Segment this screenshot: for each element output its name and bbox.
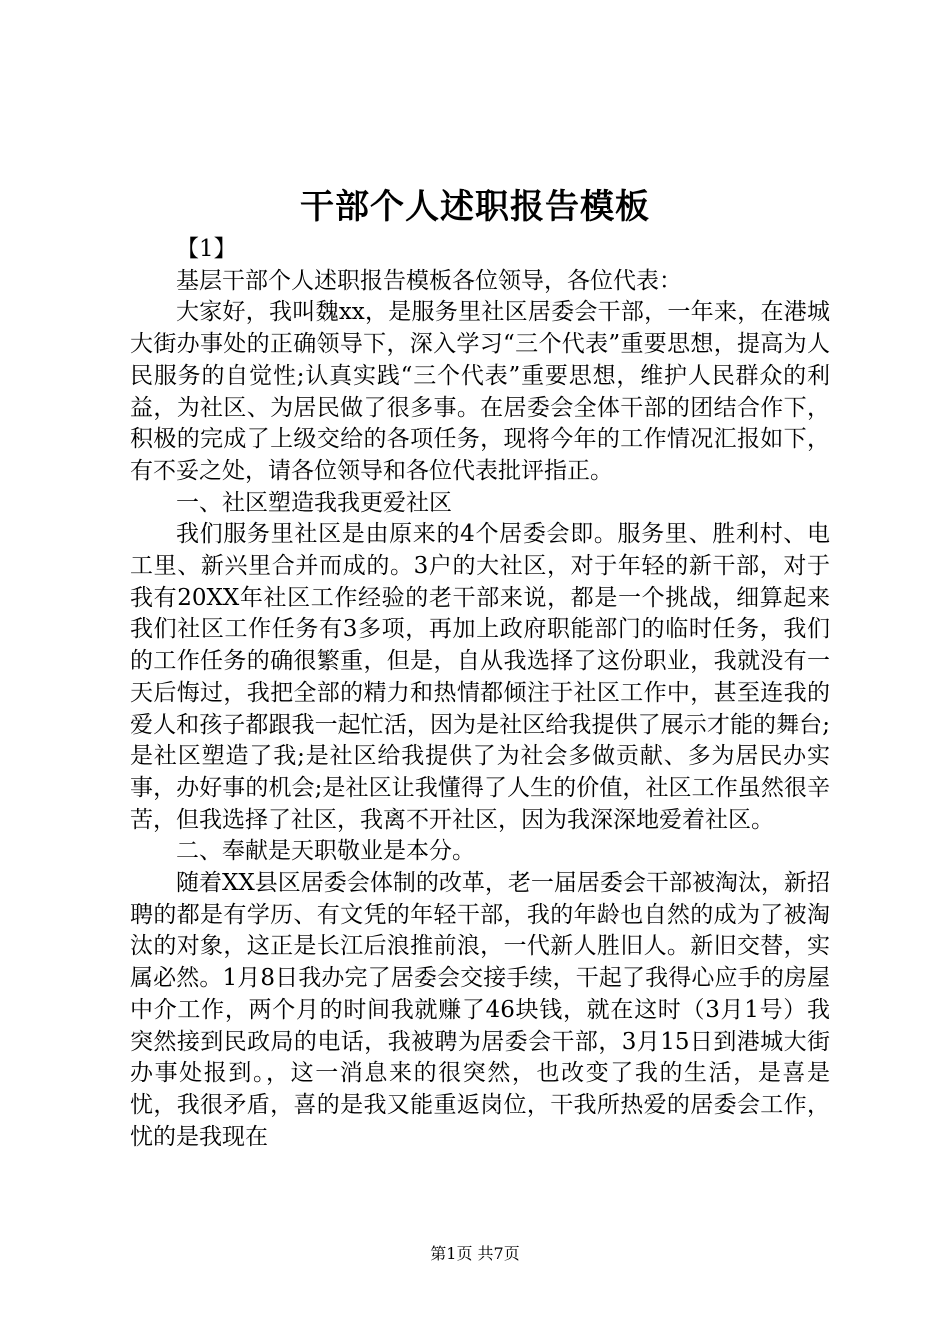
heading-section-two: 二、奉献是天职敬业是本分。 bbox=[176, 838, 475, 865]
document-body bbox=[130, 234, 830, 1153]
paragraph-section-one: 我们服务里社区是由原来的4个居委会即。服务里、胜利村、电工里、新兴里合并而成的。3户的大社区，对于年轻的新干部，对于我有20XX年社区工作经验的老干部来说，都是一个挑战，细算起来我们社区工作任务有3多项，再加上政府职能部门的临时任务，我们的工作任务的确很繁重，但是，自从我选择了这份职业，我就没有一天后悔过，我把全部的精力和热情都倾注于社区工作中，甚至连我的爱人和孩子都跟我一起忙活，因为是社区给我提供了展示才能的舞台;是社区塑造了我;是社区给我提供了为社会多做贡献、多为居民办实事，办好事的机会;是社区让我懂得了人生的价值，社区工作虽然很辛苦，但我选择了社区，我离不开社区，因为我深深地爱着社区。 bbox=[130, 521, 830, 833]
paragraph-section-number: 【1】 bbox=[176, 236, 237, 262]
heading-section-one: 一、社区塑造我我更爱社区 bbox=[176, 489, 452, 516]
paragraph-introduction: 大家好，我叫魏xx，是服务里社区居委会干部，一年来，在港城大街办事处的正确领导下，深入学习“三个代表”重要思想，提高为人民服务的自觉性;认真实践“三个代表”重要思想，维护人民群众的利益，为社区、为居民做了很多事。在居委会全体干部的团结合作下，积极的完成了上级交给的各项任务，现将今年的工作情况汇报如下，有不妥之处，请各位领导和各位代表批评指正。 bbox=[130, 299, 830, 484]
paragraph-salutation: 基层干部个人述职报告模板各位领导，各位代表： bbox=[176, 267, 682, 294]
paragraph-section-two: 随着XX县区居委会体制的改革，老一届居委会干部被淘汰，新招聘的都是有学历、有文凭的年轻干部，我的年龄也自然的成为了被淘汰的对象，这正是长江后浪推前浪，一代新人胜旧人。新旧交替，实属必然。1月8日我办完了居委会交接手续，干起了我得心应手的房屋中介工作，两个月的时间我就赚了46块钱，就在这时（3月1号）我突然接到民政局的电话，我被聘为居委会干部，3月15日到港城大街办事处报到。，这一消息来的很突然，也改变了我的生活，是喜是忧，我很矛盾，喜的是我又能重返岗位，干我所热爱的居委会工作，忧的是我现在 bbox=[130, 870, 830, 1150]
document-title: 干部个人述职报告模板 bbox=[300, 187, 650, 227]
page-footer: 第1页 共7页 bbox=[430, 1244, 520, 1263]
